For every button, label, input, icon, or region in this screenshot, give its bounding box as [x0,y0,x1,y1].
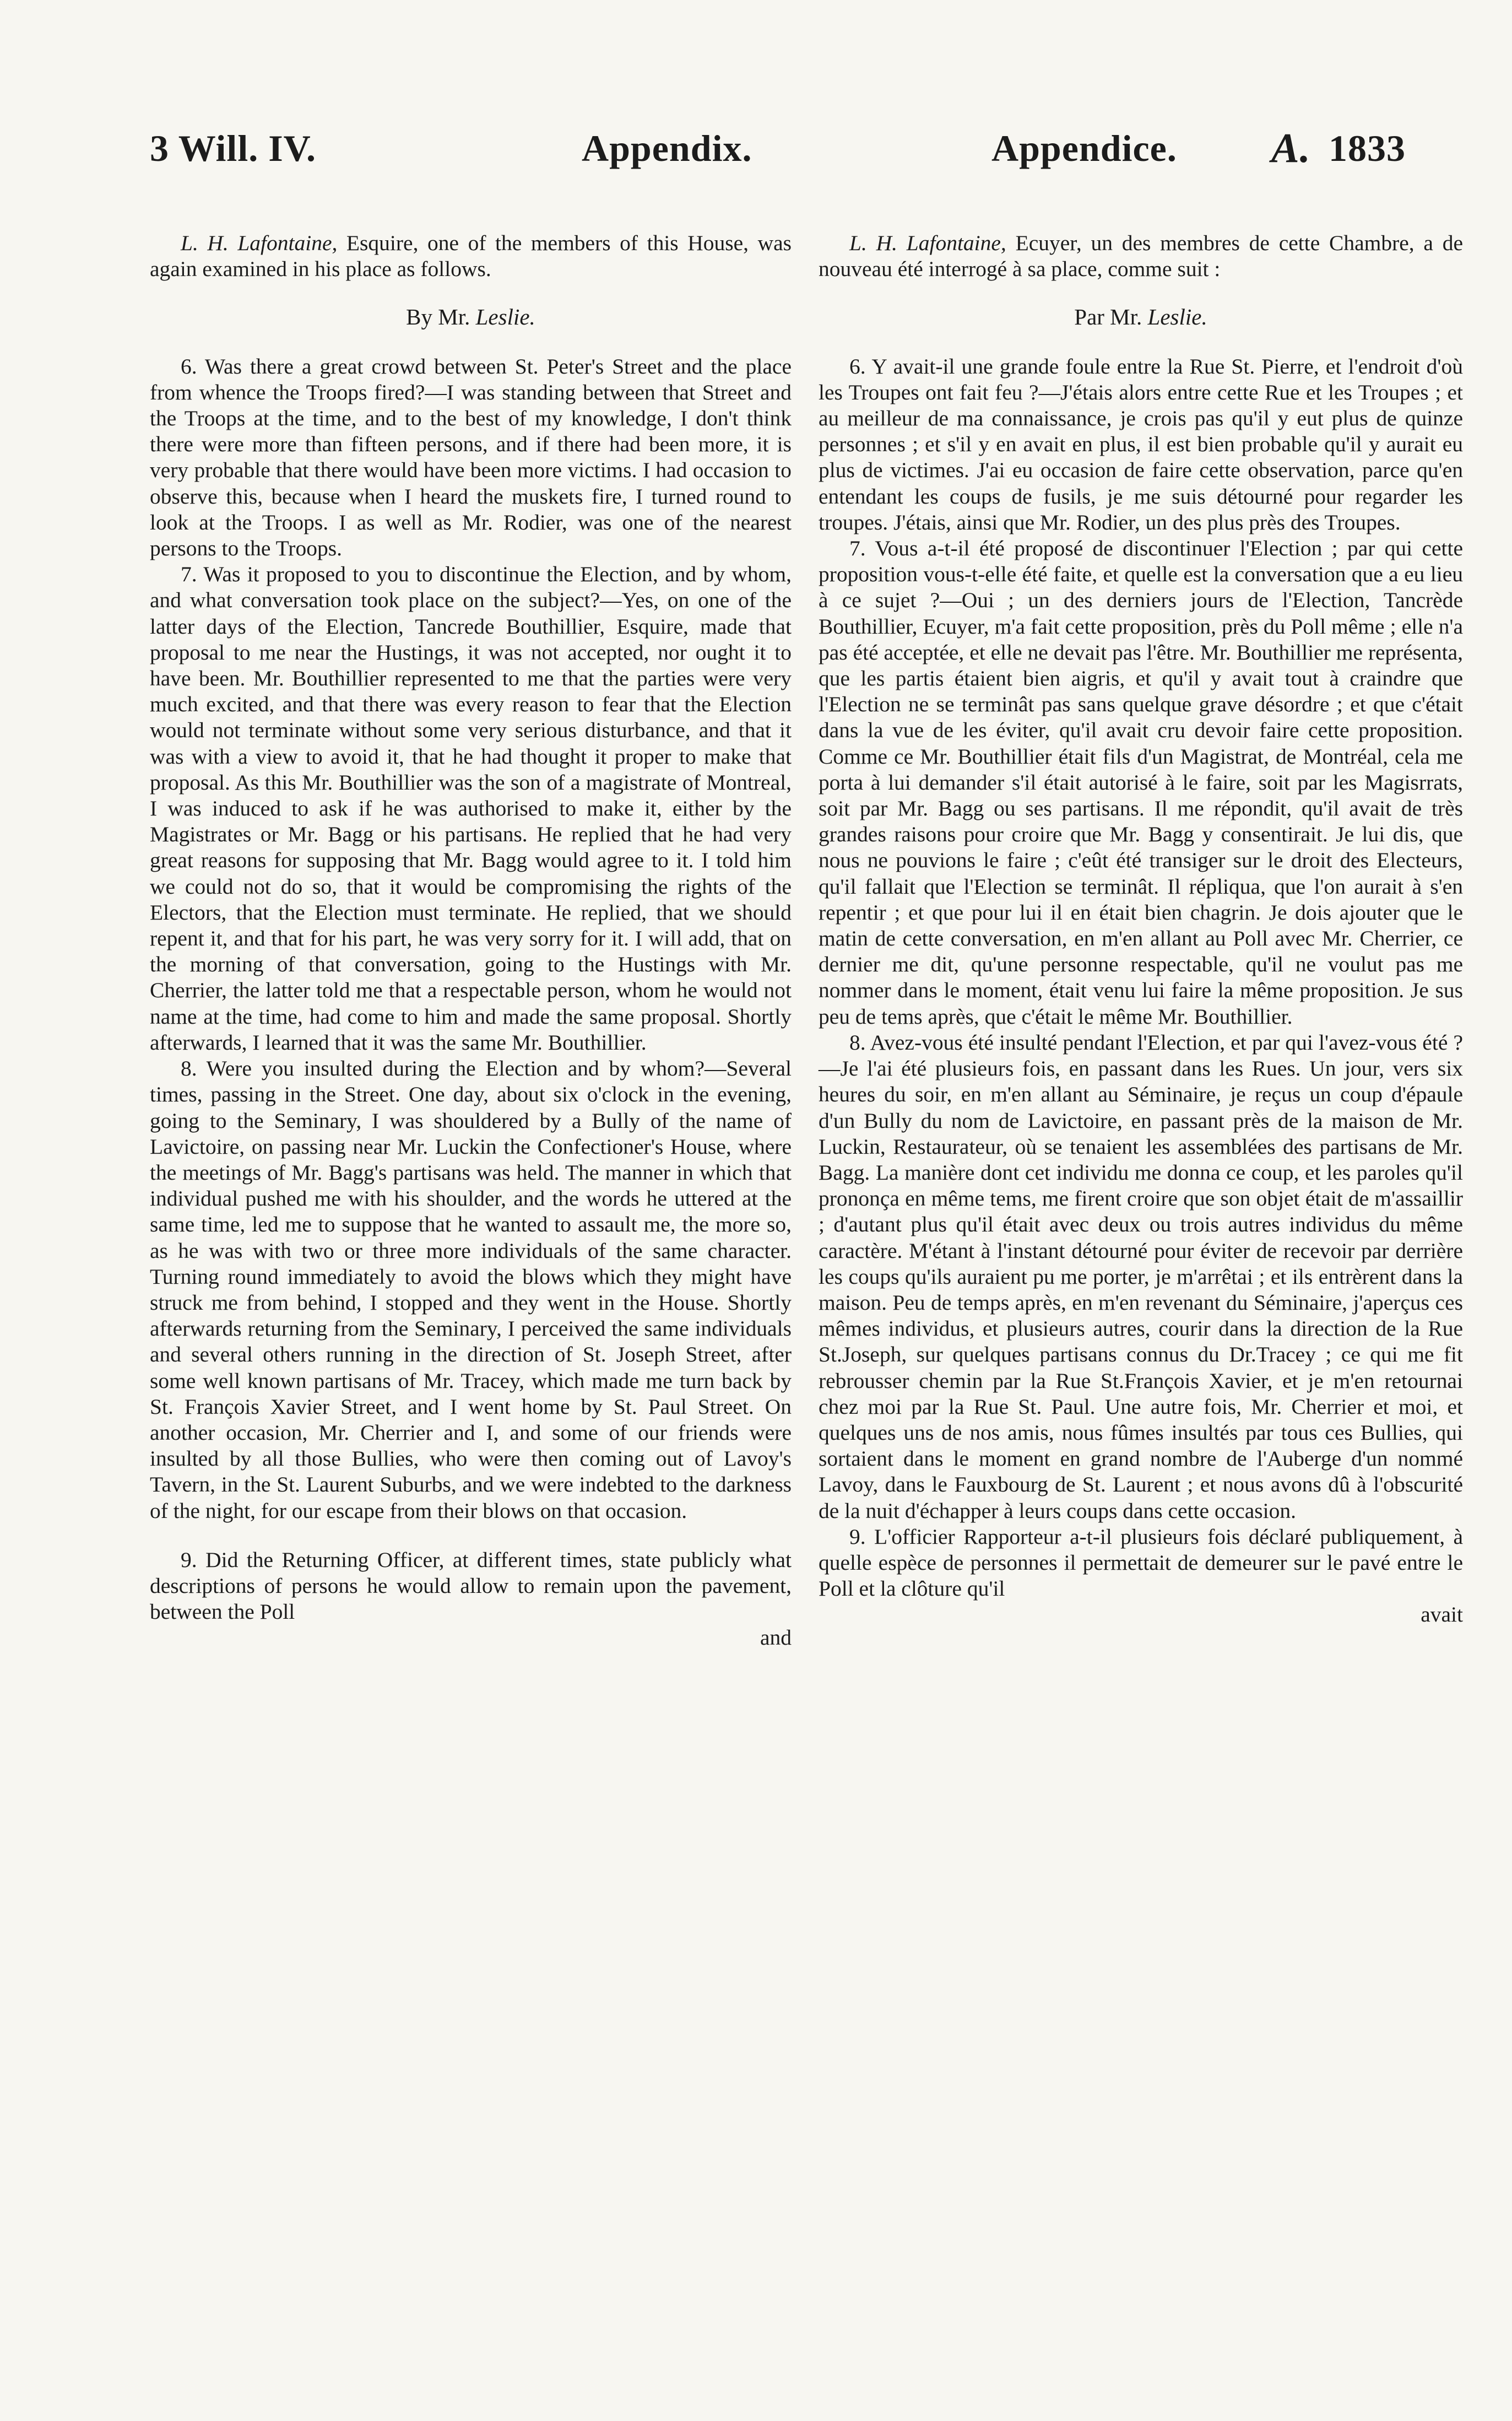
appendix-title-english: Appendix. [582,127,752,169]
session-label: 3 Will. IV. [150,127,317,169]
intro-text-french: Ecuyer, un des membres de cette Chambre, a de nouveau été interrogé à sa place, comme suit : [819,231,1463,282]
examiner-name: Leslie. [475,304,535,330]
year-label: 1833 [1329,127,1406,169]
catchword-english: and [760,1625,792,1650]
french-column [819,230,1463,1628]
question-8-english: 8. Were you insulted during the Election and by whom?—Several times, passing in the Street. One day, about six o'clock in the evening, going to the Seminary, I was shouldered by a Bully of the name of Lavictoire, on passing near Mr. Luckin the Confectioner's House, where the meetings of Mr. Bagg's partisans was held. The manner in which that individual pushed me with his shoulder, and the words he uttered at the same time, led me to suppose that he wanted to assault me, the more so, as he was with two or three more individuals of the same character. Turning round immediately to avoid the blows which they might have struck me from behind, I stopped and they went in the House. Shortly afterwards returning from the Seminary, I perceived the same individuals and several others running in the direction of St. Joseph Street, after some well known partisans of Mr. Tracey, which made me turn back by St. François Xavier Street, and I went home by St. Paul Street. On another occasion, Mr. Cherrier and I, and some of our friends were insulted by all those Bullies, who were then coming out of Lavoy's Tavern, in the St. Laurent Suburbs, and we were indebted to the darkness of the night, for our escape from their blows on that occasion. [150,1056,792,1523]
catchword-french: avait [1421,1602,1463,1627]
examiner-prefix-french: Par Mr. [1074,304,1148,330]
running-header [0,127,1512,187]
question-7-english: 7. Was it proposed to you to discontinue the Election, and by whom, and what conversation took place on the subject?—Yes, on one of the latter days of the Election, Tancrede Bouthillier, Esquire, made that proposal to me near the Hustings, it was not accepted, nor ought it to have been. Mr. Bouthillier represented to me that the parties were very much excited, and that there was every reason to fear that the Election would not terminate without some very serious disturbance, and that it was with a view to avoid it, that he had thought it proper to make that proposal. As this Mr. Bouthillier was the son of a magistrate of Montreal, I was induced to ask if he was authorised to make it, either by the Magistrates or Mr. Bagg or his partisans. He replied that he had very great reasons for supposing that Mr. Bagg would agree to it. I told him we could not do so, that it would be compromising the rights of the Electors, that the Election must terminate. He replied, that we should repent it, and that for his part, he was very sorry for it. I will add, that on the morning of that conversation, going to the Hustings with Mr. Cherrier, the latter told me that a respectable person, whom he would not name at the time, had come to him and made the same proposal. Shortly afterwards, I learned that it was the same Mr. Bouthillier. [150,562,792,1055]
appendix-letter: A. [1271,125,1311,171]
question-7-french: 7. Vous a-t-il été proposé de discontinuer l'Election ; par qui cette proposition vous-t-elle été faite, et quelle est la conversation que a eu lieu à ce sujet ?—Oui ; un des derniers jours de l'Election, Tancrède Bouthillier, Ecuyer, m'a fait cette proposition, près du Poll même ; elle n'a pas été acceptée, et elle ne devait pas l'être. Mr. Bouthillier me représenta, que les partis étaient bien aigris, et qu'il y avait tout à craindre que l'Election ne se terminât pas sans quelque grave désordre ; et que c'était dans la vue de les éviter, qu'il avait cru devoir faire cette proposition. Comme ce Mr. Bouthillier était fils d'un Magistrat, de Montréal, cela me porta à lui demander s'il était autorisé à le faire, soit par les Magisrrats, soit par Mr. Bagg ou ses partisans. Il me répondit, qu'il avait de très grandes raisons pour croire que Mr. Bagg y consentirait. Je lui dis, que nous ne pouvions le faire ; c'eût été transiger sur le droit des Electeurs, qu'il fallait que l'Election se terminât. Il répliqua, que l'on aurait à s'en repentir ; et que pour lui il en était bien chagrin. Je dois ajouter que le matin de cette conversation, en m'en allant au Poll avec Mr. Cherrier, ce dernier me dit, qu'une personne respectable, qu'il ne voulut pas me nommer dans le moment, était venu lui faire la même proposition. Je sus peu de tems après, que c'était le même Mr. Bouthillier. [819,536,1463,1029]
intro-paragraph-english [150,230,792,282]
witness-name: L. H. Lafontaine, [181,231,338,255]
appendix-title-french: Appendice. [991,127,1177,169]
examiner-line-french [819,304,1463,330]
question-8-french: 8. Avez-vous été insulté pendant l'Election, et par qui l'avez-vous été ?—Je l'ai été plusieurs fois, en passant dans les Rues. Un jour, vers six heures du soir, en m'en allant au Séminaire, je reçus un coup d'épaule d'un Bully du nom de Lavictoire, en passant près de la maison de Mr. Luckin, Restaurateur, où se tenaient les assemblées des partisans de Mr. Bagg. La manière dont cet individu me donna ce coup, et les paroles qu'il prononça en même tems, me firent croire que son objet était de m'assaillir ; d'autant plus qu'il était avec deux ou trois autres individus du même caractère. M'étant à l'instant détourné pour éviter de recevoir par derrière les coups qu'ils auraient pu me porter, je m'arrêtai ; et ils entrèrent dans la maison. Peu de temps après, en m'en revenant du Séminaire, j'aperçus ces mêmes individus, et plusieurs autres, courir dans la direction de la Rue St.Joseph, sur quelques partisans connus du Dr.Tracey ; ce qui me fit rebrousser chemin par la Rue St.François Xavier, et je m'en retournai chez moi par la Rue St. Paul. Une autre fois, Mr. Cherrier et moi, et quelques uns de nos amis, nous fûmes insultés par tous ces Bullies, qui sortaient dans le moment en grand nombre de l'Auberge d'un nommé Lavoy, dans le Fauxbourg de St. Laurent ; et nous avons dû à l'obscurité de la nuit d'échapper à leurs coups dans cette occasion. [819,1030,1463,1523]
question-6-english: 6. Was there a great crowd between St. Peter's Street and the place from whence the Troops fired?—I was standing between that Street and the Troops at the time, and to the best of my knowledge, I don't think there were more than fifteen persons, and if there had been more, it is very probable that there would have been more victims. I had occasion to observe this, because when I heard the muskets fire, I turned round to look at the Troops. I as well as Mr. Rodier, was one of the nearest persons to the Troops. [150,354,792,561]
english-column [150,230,792,1651]
intro-text: Esquire, one of the members of this House, was again examined in his place as follows. [150,231,792,282]
question-9-french: 9. L'officier Rapporteur a-t-il plusieurs fois déclaré publiquement, à quelle espèce de personnes il permettait de demeurer sur le pavé entre le Poll et la clôture qu'il [819,1524,1463,1601]
question-9-english: 9. Did the Returning Officer, at different times, state publicly what descriptions of persons he would allow to remain upon the pavement, between the Poll [150,1547,792,1624]
examiner-name-french: Leslie. [1147,304,1207,330]
examiner-prefix: By Mr. [406,304,476,330]
question-6-french: 6. Y avait-il une grande foule entre la Rue St. Pierre, et l'endroit d'où les Troupes ont fait feu ?—J'étais alors entre cette Rue et les Troupes ; et au meilleur de ma connaissance, je crois pas qu'il y eut plus de quinze personnes ; et s'il y en avait en plus, il est bien probable qu'il y aurait eu plus de victimes. J'ai eu occasion de faire cette observation, parce qu'en entendant les coups de fusils, je me suis détourné pour regarder les troupes. J'étais, ainsi que Mr. Rodier, un des plus près des Troupes. [819,354,1463,534]
examiner-line-english [150,304,792,330]
intro-paragraph-french [819,230,1463,282]
witness-name-french: L. H. Lafontaine, [849,231,1006,255]
